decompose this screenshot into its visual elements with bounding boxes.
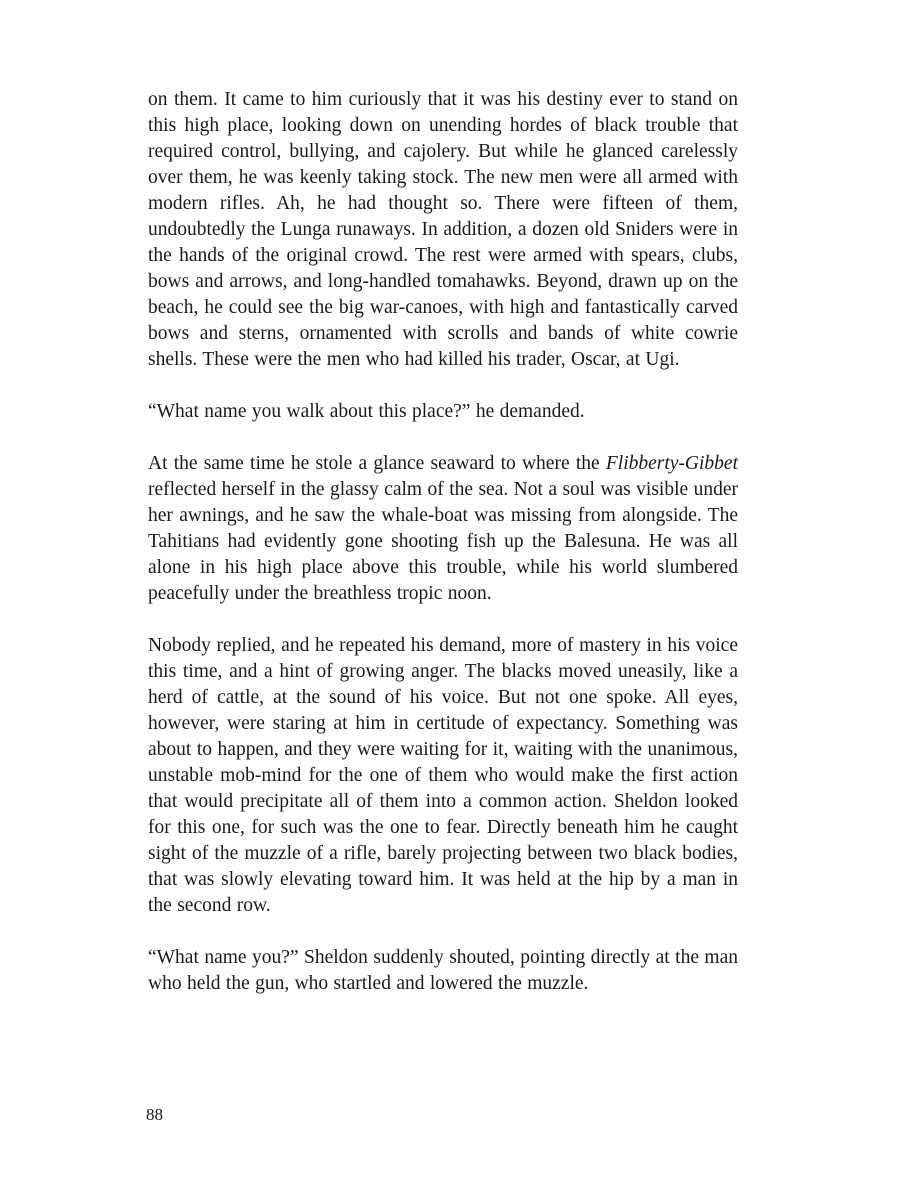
paragraph-3-after: reflected herself in the glassy calm of the sea. Not a soul was visible under her awnings, and he saw the whale-boat was missing from alongside. The Tahitians had evidently gone shooting fish up the Balesuna. He was all alone in his high place above this trouble, while his world slumbered peacefully under the breathless tropic noon.: [148, 479, 738, 604]
page-number: 88: [146, 1105, 163, 1124]
paragraph-2: “What name you walk about this place?” he demanded.: [148, 401, 585, 422]
ship-name-italic: Flibberty-Gibbet: [605, 453, 738, 474]
paragraph-3: [148, 451, 738, 607]
paragraph-3-before: At the same time he stole a glance seaward to where the: [148, 453, 606, 474]
paragraph-5: “What name you?” Sheldon suddenly shouted, pointing directly at the man who held the gun, who startled and lowered the muzzle.: [148, 947, 738, 994]
page-body-text: [148, 87, 738, 997]
paragraph-1: on them. It came to him curiously that it was his destiny ever to stand on this high place, looking down on unending hordes of black trouble that required control, bullying, and cajolery. But while he glanced carelessly over them, he was keenly taking stock. The new men were all armed with modern rifles. Ah, he had thought so. There were fifteen of them, undoubtedly the Lunga runaways. In addition, a dozen old Sniders were in the hands of the original crowd. The rest were armed with spears, clubs, bows and arrows, and long-handled tomahawks. Beyond, drawn up on the beach, he could see the big war-canoes, with high and fantastically carved bows and sterns, ornamented with scrolls and bands of white cowrie shells. These were the men who had killed his trader, Oscar, at Ugi.: [148, 89, 738, 370]
paragraph-4: Nobody replied, and he repeated his demand, more of mastery in his voice this time, and a hint of growing anger. The blacks moved uneasily, like a herd of cattle, at the sound of his voice. But not one spoke. All eyes, however, were staring at him in certitude of expectancy. Something was about to happen, and they were waiting for it, waiting with the unanimous, unstable mob-mind for the one of them who would make the first action that would precipitate all of them into a common action. Sheldon looked for this one, for such was the one to fear. Directly beneath him he caught sight of the muzzle of a rifle, barely projecting between two black bodies, that was slowly elevating toward him. It was held at the hip by a man in the second row.: [148, 635, 738, 916]
